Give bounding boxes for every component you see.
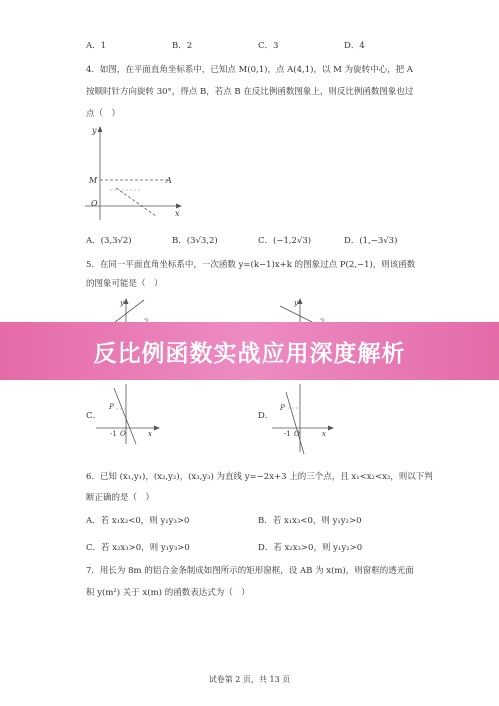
q4-line-1: 4．如图，在平面直角坐标系中，已知点 M(0,1)，点 A(4,1)，以 M 为旋转中心，把 A — [86, 65, 413, 75]
q6-option-a: A．若 x₁x₂<0，则 y₁y₃>0 — [86, 516, 190, 526]
q5c-p-label: P — [109, 403, 114, 411]
q4-line-3: 点（ ） — [86, 109, 121, 119]
q3-option-c: C．3 — [258, 41, 279, 51]
q3-option-b: B．2 — [172, 41, 193, 51]
q4-m-label: M — [89, 176, 98, 185]
q6-option-c: C．若 x₂x₃>0，则 y₁y₃>0 — [86, 543, 190, 553]
q4-o-label: O — [91, 199, 98, 208]
q4-option-b: B．(3√3,2) — [172, 236, 218, 246]
q5a-y-label: y — [120, 299, 124, 307]
banner-title: 反比例函数实战应用深度解析 — [93, 340, 406, 367]
q5d-o-label: O — [294, 430, 300, 438]
q5b-y-label: y — [294, 299, 298, 307]
q5d-p-label: P — [280, 404, 285, 412]
page-footer: 试卷第 2 页，共 13 页 — [208, 675, 291, 684]
q5-line-2: 的图象可能是（ ） — [86, 279, 163, 289]
q7-line-2: 积 y(m²) 关于 x(m) 的函数表达式为（ ） — [86, 588, 250, 598]
q5-graph-c — [96, 382, 166, 444]
q5d-x-label: x — [322, 430, 326, 438]
q4-x-label: x — [175, 209, 180, 218]
q4-option-c: C．(−1,2√3) — [258, 236, 312, 246]
title-banner — [0, 322, 499, 380]
q5-line-1: 5．在同一平面直角坐标系中，一次函数 y=(k−1)x+k 的图象过点 P(2,−1)，则该函数 — [86, 260, 416, 270]
q3-option-d: D．4 — [344, 41, 365, 51]
q4-a-label: A — [166, 176, 172, 185]
q6-line-1: 6．已知 (x₁,y₁)，(x₂,y₂)，(x₃,y₃) 为直线 y=−2x+3 上的三个点，且 x₁<x₂<x₃，则以下判 — [86, 472, 433, 482]
q4-y-label: y — [92, 126, 97, 135]
q5-graph-d — [270, 382, 340, 454]
q4-option-d: D．(1,−3√3) — [344, 236, 398, 246]
q5-option-c: C． — [86, 411, 102, 421]
q5c-neg1-label: -1 — [110, 430, 117, 438]
q4-line-2: 按顺时针方向旋转 30°，得点 B，若点 B 在反比例函数图象上，则反比例函数图象也过 — [86, 87, 414, 97]
q5d-neg1-label: -1 — [284, 430, 291, 438]
q5c-x-label: x — [148, 430, 152, 438]
q7-line-1: 7．用长为 8m 的铝合金条制成如图所示的矩形窗框，设 AB 为 x(m)，则窗框的透光面 — [86, 566, 414, 576]
q6-option-d: D．若 x₂x₃>0，则 y₁y₂>0 — [258, 543, 363, 553]
q4-option-a: A．(3,3√2) — [86, 236, 132, 246]
q3-option-a: A．1 — [86, 41, 107, 51]
q5-option-d: D． — [258, 411, 274, 421]
q6-line-2: 断正确的是（ ） — [86, 493, 155, 503]
q6-option-b: B．若 x₁x₃<0，则 y₁y₂>0 — [258, 516, 362, 526]
q4-graph — [80, 124, 190, 224]
q5c-o-label: O — [120, 430, 126, 438]
